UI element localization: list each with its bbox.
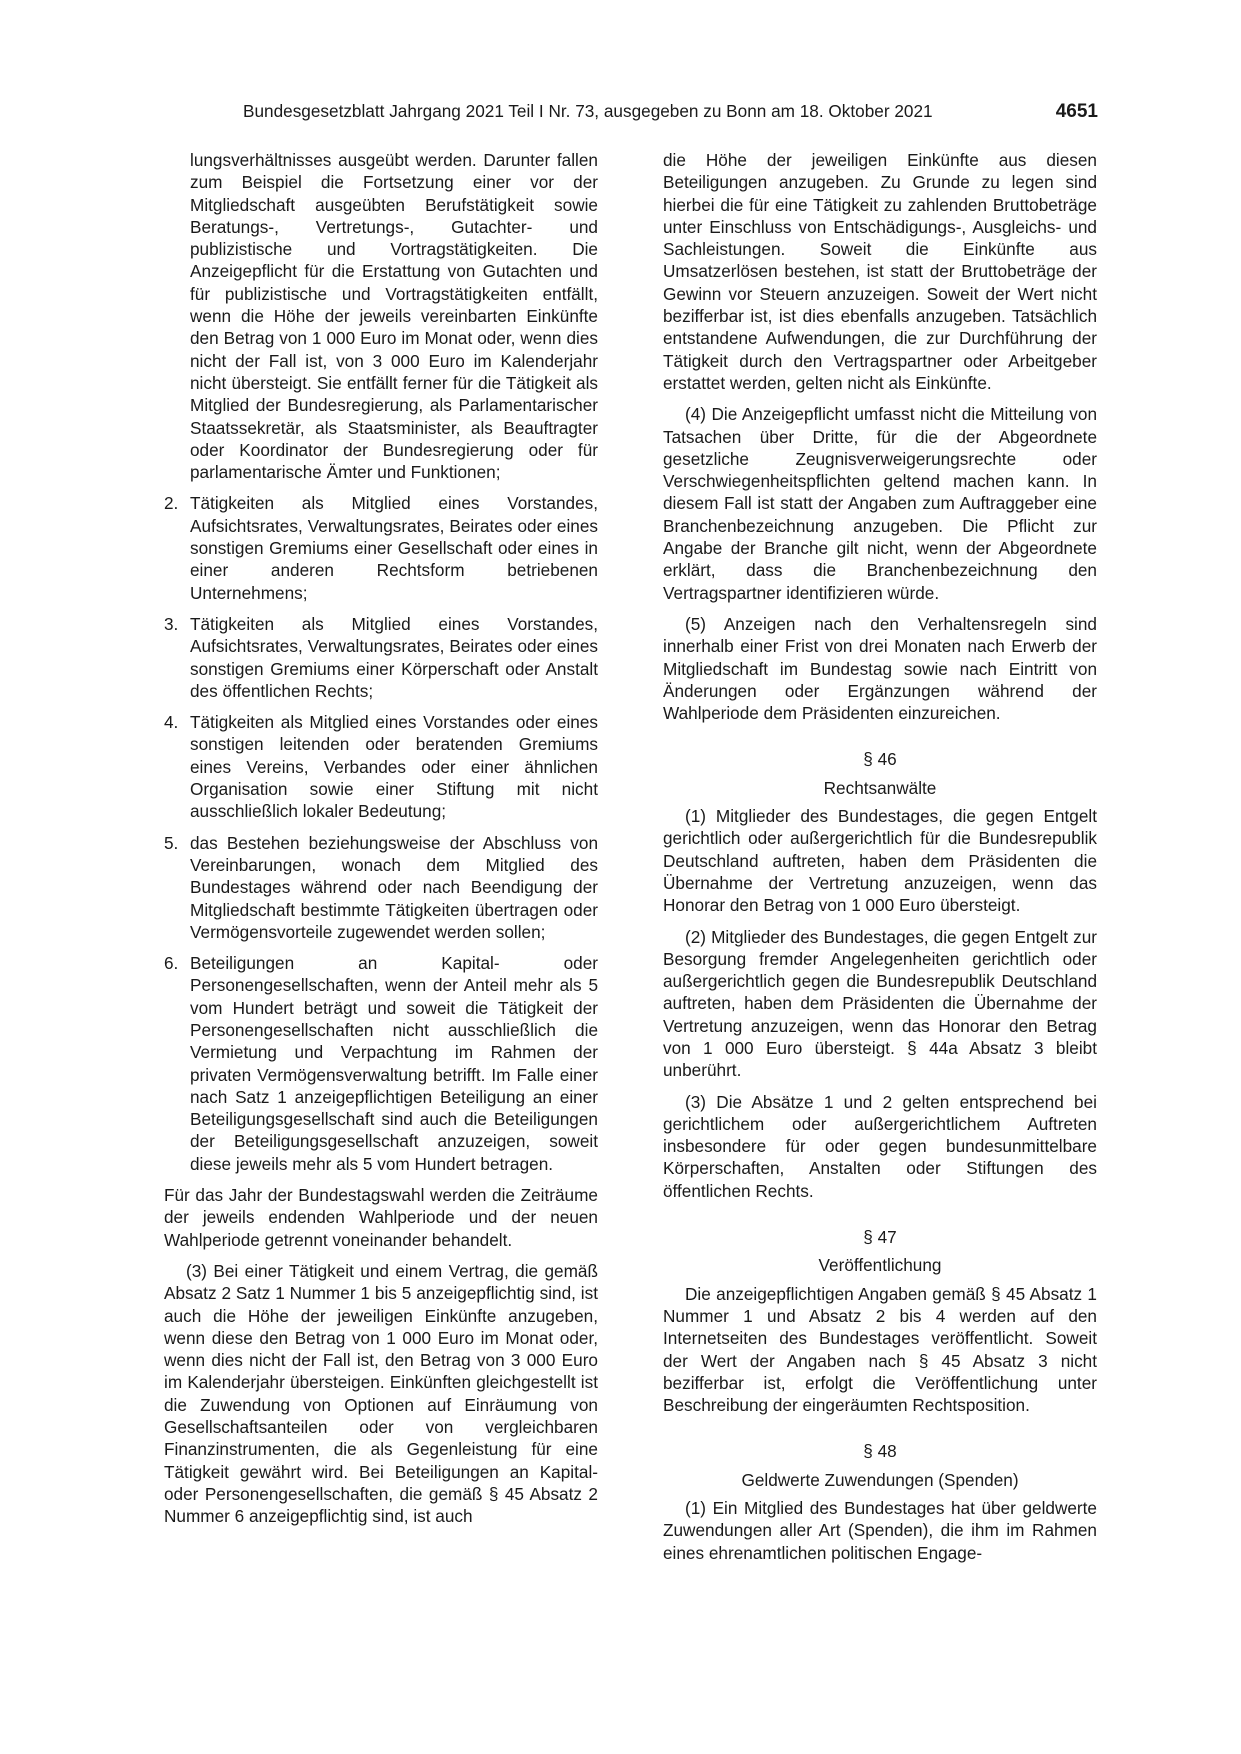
section-46-number: § 46 (863, 749, 897, 770)
section-48-paragraph-1: (1) Ein Mitglied des Bundestages hat über geldwerte Zuwendungen aller Art (Spenden), die ihm im Rahmen eines ehrenamtlichen politischen Engage- (663, 1498, 1097, 1563)
paragraph-5: (5) Anzeigen nach den Verhaltensregeln sind innerhalb einer Frist von drei Monaten nach Erwerb der Mitgliedschaft im Bundestag sowie nach Eintritt von Änderungen oder Ergänzungen während der Wahlperiode dem Präsidenten einzureichen. (663, 613, 1097, 724)
paragraph-3-continuation: die Höhe der jeweiligen Einkünfte aus diesen Beteiligungen anzugeben. Zu Grunde zu legen sind hierbei die für eine Tätigkeit zu zahlenden Bruttobeträge unter Einschluss von Entschädigungs-, Ausgleichs- und Sachleistungen. Soweit die Einkünfte aus Umsatzerlösen bestehen, ist statt der Bruttobeträge der Gewinn vor Steuern anzuzeigen. Soweit der Wert nicht bezifferbar ist, ist dies ebenfalls anzugeben. Tatsächlich entstandene Aufwendungen, die zur Durchführung der Tätigkeit durch den Vertragspartner oder Arbeitgeber erstattet werden, gelten nicht als Einkünfte. (663, 150, 1097, 393)
list-item-number: 3. (164, 613, 179, 634)
section-46-paragraph-2: (2) Mitglieder des Bundestages, die gegen Entgelt zur Besorgung fremder Angelegenheiten gerichtlich oder außergerichtlich gegen die Bundesrepublik Deutschland auftreten, haben dem Präsidenten die Übernahme der Vertretung anzuzeigen, wenn das Honorar den Betrag von 1 000 Euro übersteigt. § 44a Absatz 3 bleibt unberührt. (663, 926, 1097, 1081)
page-number: 4651 (1055, 101, 1098, 122)
list-item (164, 613, 598, 702)
header-title: Bundesgesetzblatt Jahrgang 2021 Teil I Nr. 73, ausgegeben zu Bonn am 18. Oktober 2021 (243, 101, 933, 121)
list-item-number: 6. (164, 953, 179, 974)
item-1-continuation: lungsverhältnisses ausgeübt werden. Darunter fallen zum Beispiel die Fortsetzung einer vor der Mitgliedschaft ausgeübten Berufstätigkeit sowie Beratungs-, Vertretungs-, Gutachter- und publizistische und Vortragstätigkeiten. Die Anzeigepflicht für die Erstattung von Gutachten und für publizistische und Vortragstätigkeiten entfällt, wenn die Höhe der jeweils vereinbarten Einkünfte den Betrag von 1 000 Euro im Monat oder, wenn dies nicht der Fall ist, von 3 000 Euro im Kalenderjahr nicht übersteigt. Sie entfällt ferner für die Tätigkeit als Mitglied der Bundesregierung, als Parlamentarischer Staatssekretär, als Staatsminister, als Beauftragter oder Koordinator der Bundesregierung oder für parlamentarische Ämter und Funktionen; (190, 150, 598, 483)
section-47-title: Veröffentlichung (818, 1255, 942, 1276)
list-item (164, 711, 598, 822)
section-47-paragraph-1: Die anzeigepflichtigen Angaben gemäß § 45 Absatz 1 Nummer 1 und Absatz 2 bis 4 werden auf den Internetseiten des Bundestages veröffentlicht. Soweit der Wert der Angaben nach § 45 Absatz 3 nicht bezifferbar ist, erfolgt die Veröffentlichung unter Beschreibung der eingeräumten Rechtsposition. (663, 1283, 1097, 1416)
page-header (163, 100, 1098, 123)
list-item-number: 4. (164, 712, 179, 733)
section-48-title: Geldwerte Zuwendungen (Spenden) (741, 1469, 1019, 1490)
list-item-number: 5. (164, 832, 179, 853)
section-46-paragraph-1: (1) Mitglieder des Bundestages, die gegen Entgelt gerichtlich oder außergerichtlich für die Bundesrepublik Deutschland auftreten, haben dem Präsidenten die Übernahme der Vertretung anzuzeigen, wenn das Honorar den Betrag von 1 000 Euro übersteigt. (663, 806, 1097, 916)
section-47-number: § 47 (863, 1227, 897, 1248)
section-48-number: § 48 (863, 1441, 897, 1462)
list-item (164, 832, 598, 943)
election-year-paragraph: Für das Jahr der Bundestagswahl werden die Zeiträume der jeweils endenden Wahlperiode und der neuen Wahlperiode getrennt voneinander behandelt. (164, 1185, 598, 1250)
list-item-text: Tätigkeiten als Mitglied eines Vorstandes oder eines sonstigen leitenden oder beratenden Gremiums eines Vereins, Verbandes oder einer ähnlichen Organisation sowie einer Stiftung mit nicht ausschließlich lokaler Bedeutung; (190, 712, 598, 822)
numbered-list (164, 492, 598, 1175)
paragraph-3: (3) Bei einer Tätigkeit und einem Vertrag, die gemäß Absatz 2 Satz 1 Nummer 1 bis 5 anzeigepflichtig sind, ist auch die Höhe der jeweiligen Einkünfte anzugeben, wenn diese den Betrag von 1 000 Euro im Monat oder, wenn dies nicht der Fall ist, den Betrag von 3 000 Euro im Kalenderjahr übersteigen. Einkünften gleichgestellt ist die Zuwendung von Optionen auf Einräumung von Gesellschaftsanteilen oder von vergleichbaren Finanzinstrumenten, die als Gegenleistung für eine Tätigkeit gewährt wird. Bei Beteiligungen an Kapital- oder Personengesellschaften, die gemäß § 45 Absatz 2 Nummer 6 anzeigepflichtig sind, ist auch (164, 1260, 598, 1527)
right-column (663, 149, 1097, 1573)
list-item (164, 952, 598, 1175)
list-item-text: Beteiligungen an Kapital- oder Personengesellschaften, wenn der Anteil mehr als 5 vom Hundert beträgt und soweit die Tätigkeit der Personengesellschaften nicht ausschließlich die Vermietung und Verpachtung im Rahmen der privaten Vermögensverwaltung betrifft. Im Falle einer nach Satz 1 anzeigepflichtigen Beteiligung an einer Beteiligungsgesellschaft sind auch die Beteiligungen der Beteiligungsgesellschaft anzuzeigen, soweit diese jeweils mehr als 5 vom Hundert betragen. (190, 953, 598, 1174)
left-column (164, 149, 598, 1537)
list-item (164, 492, 598, 603)
section-46-title: Rechtsanwälte (823, 777, 937, 798)
section-46-paragraph-3: (3) Die Absätze 1 und 2 gelten entsprechend bei gerichtlichem oder außergerichtlichem Auftreten insbesondere für oder gegen bundesunmittelbare Körperschaften, Anstalten oder Stiftungen des öffentlichen Rechts. (663, 1091, 1097, 1201)
list-item-text: das Bestehen beziehungsweise der Abschluss von Vereinbarungen, wonach dem Mitglied des Bundestages während oder nach Beendigung der Mitgliedschaft bestimmte Tätigkeiten übertragen oder Vermögensvorteile zugewendet werden sollen; (190, 832, 598, 942)
paragraph-4: (4) Die Anzeigepflicht umfasst nicht die Mitteilung von Tatsachen über Dritte, für die der Abgeordnete gesetzliche Zeugnisverweigerungsrechte oder Verschwiegenheitspflichten geltend machen kann. In diesem Fall ist statt der Angaben zum Auftraggeber eine Branchenbezeichnung anzugeben. Die Pflicht zur Angabe der Branche gilt nicht, wenn der Abgeordnete erklärt, dass die Branchenbezeichnung den Vertragspartner identifizieren würde. (663, 404, 1097, 603)
list-item-text: Tätigkeiten als Mitglied eines Vorstandes, Aufsichtsrates, Verwaltungsrates, Beirates oder eines sonstigen Gremiums einer Gesellschaft oder eines in einer anderen Rechtsform betriebenen Unternehmens; (190, 493, 598, 603)
list-item-text: Tätigkeiten als Mitglied eines Vorstandes, Aufsichtsrates, Verwaltungsrates, Beirates oder eines sonstigen Gremiums einer Körperschaft oder Anstalt des öffentlichen Rechts; (190, 613, 598, 701)
list-item-number: 2. (164, 493, 179, 514)
